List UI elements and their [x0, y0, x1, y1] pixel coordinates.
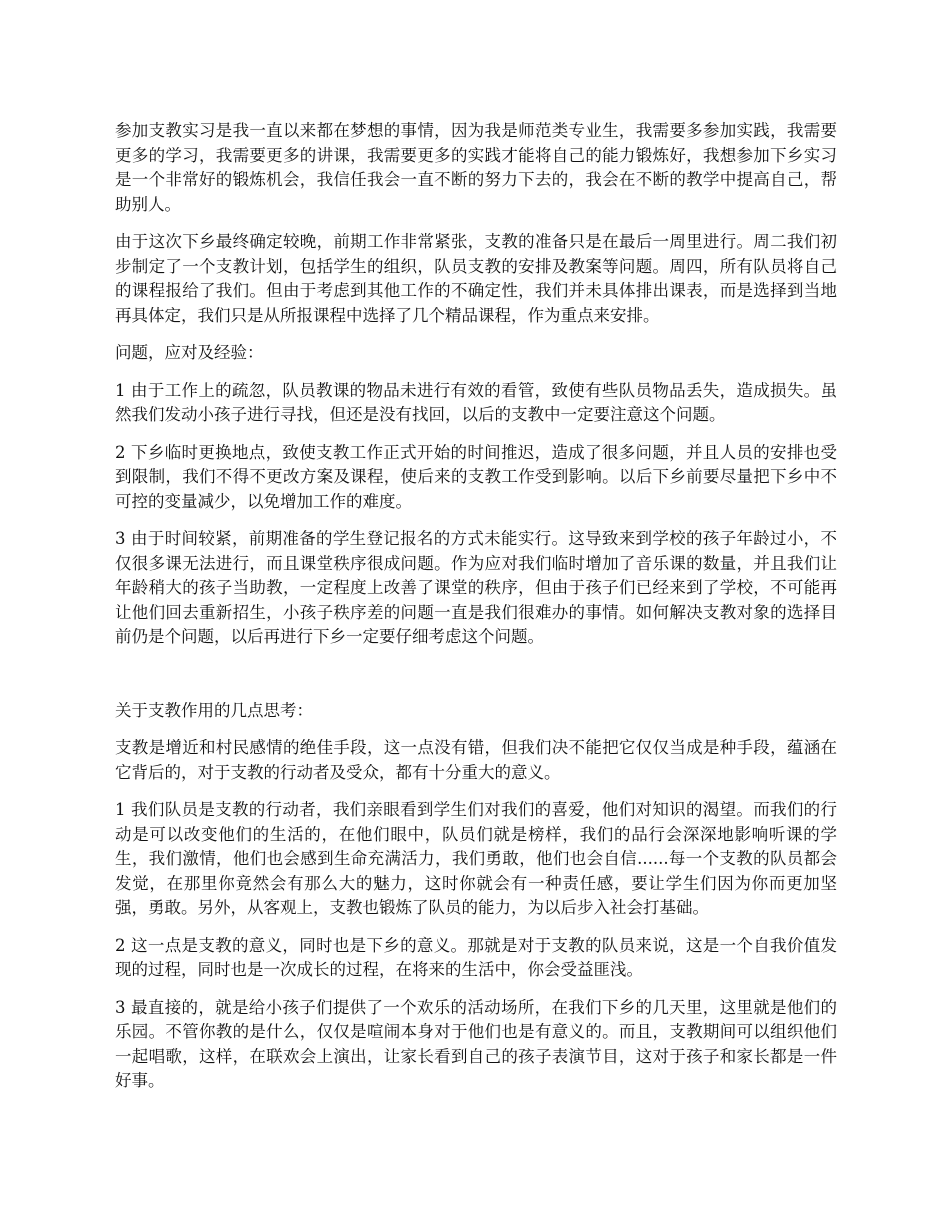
intro-paragraph: 参加支教实习是我一直以来都在梦想的事情，因为我是师范类专业生，我需要多参加实践，我需要更多的学习，我需要更多的讲课，我需要更多的实践才能将自己的能力锻炼好，我想参加下乡实习是一个非常好的锻炼机会，我信任我会一直不断的努力下去的，我会在不断的教学中提高自己，帮助别人。	[115, 121, 837, 214]
thought-item-1: 1 我们队员是支教的行动者，我们亲眼看到学生们对我们的喜爱，他们对知识的渴望。而我们的行动是可以改变他们的生活的，在他们眼中，队员们就是榜样，我们的品行会深深地影响听课的学生，我们激情，他们也会感到生命充满活力，我们勇敢，他们也会自信......每一个支教的队员都会发觉，在那里你竟然会有那么大的魅力，这时你就会有一种责任感，要让学生们因为你而更加坚强，勇敢。另外，从客观上，支教也锻炼了队员的能力，为以后步入社会打基础。	[115, 800, 837, 917]
thought-item-3: 3 最直接的，就是给小孩子们提供了一个欢乐的活动场所，在我们下乡的几天里，这里就是他们的乐园。不管你教的是什么，仅仅是喧闹本身对于他们也是有意义的。而且，支教期间可以组织他们一起唱歌，这样，在联欢会上演出，让家长看到自己的孩子表演节目，这对于孩子和家长都是一件好事。	[115, 997, 837, 1090]
section-spacer	[115, 663, 837, 699]
section-reflections	[115, 119, 837, 650]
thoughts-heading: 关于支教作用的几点思考：	[115, 700, 313, 720]
thoughts-intro-paragraph: 支教是增近和村民感情的绝佳手段，这一点没有错，但我们决不能把它仅仅当成是种手段，蕴涵在它背后的，对于支教的行动者及受众，都有十分重大的意义。	[115, 738, 837, 782]
preparation-paragraph: 由于这次下乡最终确定较晚，前期工作非常紧张，支教的准备只是在最后一周里进行。周二我们初步制定了一个支教计划，包括学生的组织，队员支教的安排及教案等问题。周四，所有队员将自己的课程报给了我们。但由于考虑到其他工作的不确定性，我们并未具体排出课表，而是选择到当地再具体定，我们只是从所报课程中选择了几个精品课程，作为重点来安排。	[115, 232, 837, 325]
problem-item-3: 3 由于时间较紧，前期准备的学生登记报名的方式未能实行。这导致来到学校的孩子年龄过小，不仅很多课无法进行，而且课堂秩序很成问题。作为应对我们临时增加了音乐课的数量，并且我们让年龄稍大的孩子当助教，一定程度上改善了课堂的秩序，但由于孩子们已经来到了学校，不可能再让他们回去重新招生，小孩子秩序差的问题一直是我们很难办的事情。如何解决支教对象的选择目前仍是个问题，以后再进行下乡一定要仔细考虑这个问题。	[115, 529, 837, 646]
problems-heading: 问题，应对及经验：	[115, 343, 264, 362]
section-thoughts	[115, 699, 837, 1094]
thought-item-2: 2 这一点是支教的意义，同时也是下乡的意义。那就是对于支教的队员来说，这是一个自我价值发现的过程，同时也是一次成长的过程，在将来的生活中，你会受益匪浅。	[115, 935, 837, 979]
problem-item-2: 2 下乡临时更换地点，致使支教工作正式开始的时间推迟，造成了很多问题，并且人员的安排也受到限制，我们不得不更改方案及课程，使后来的支教工作受到影响。以后下乡前要尽量把下乡中不可控的变量减少，以免增加工作的难度。	[115, 442, 837, 511]
problem-item-1: 1 由于工作上的疏忽，队员教课的物品未进行有效的看管，致使有些队员物品丢失，造成损失。虽然我们发动小孩子进行寻找，但还是没有找回，以后的支教中一定要注意这个问题。	[115, 380, 837, 424]
